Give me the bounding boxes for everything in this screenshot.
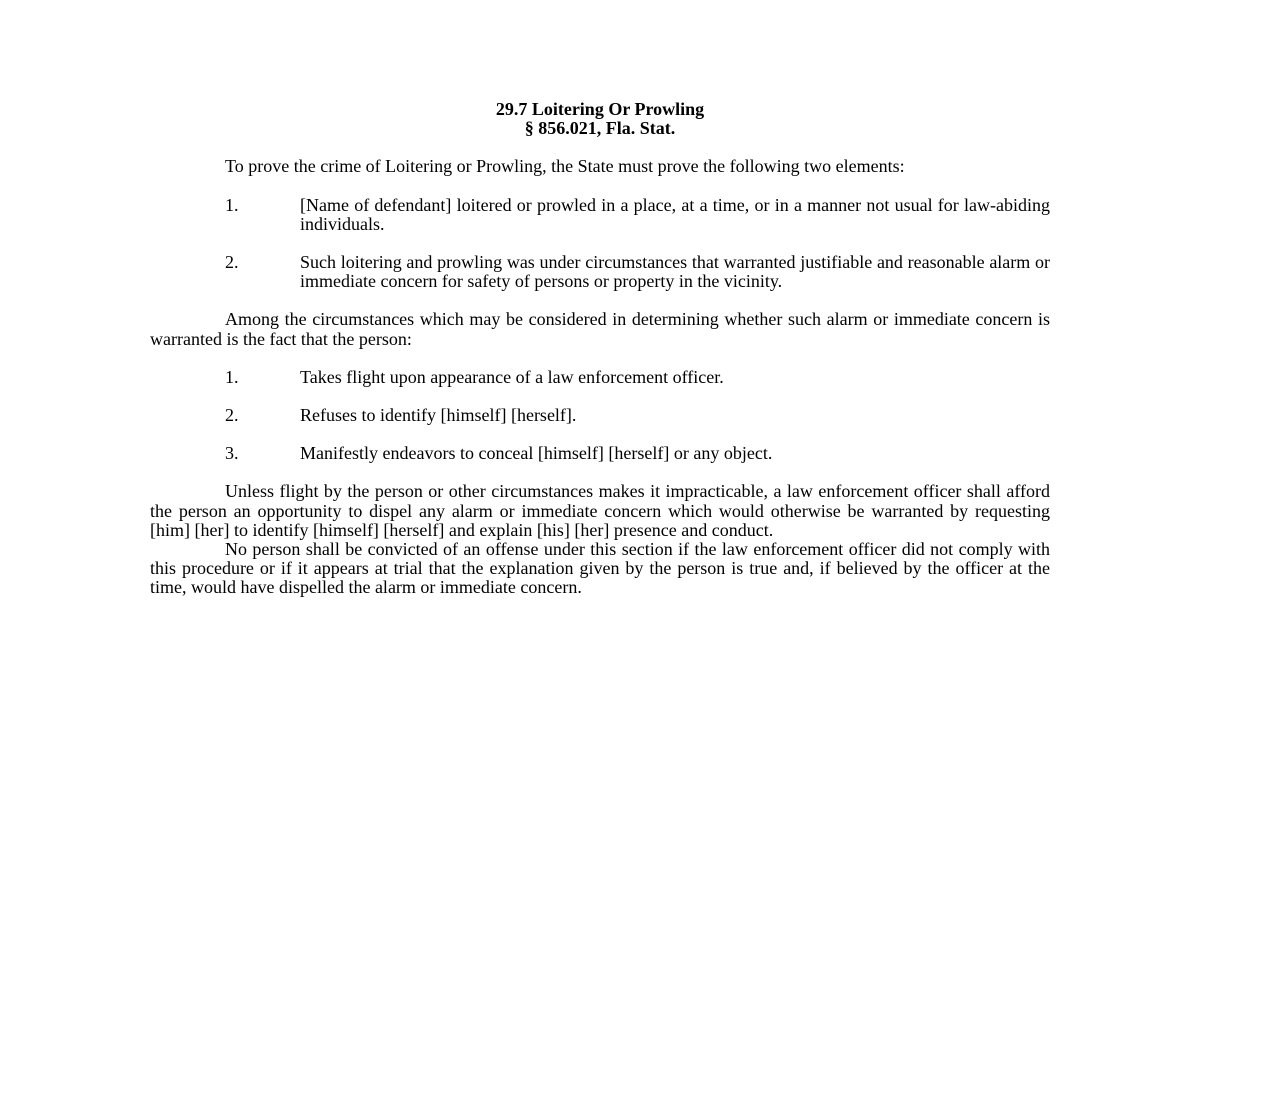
intro-paragraph: To prove the crime of Loitering or Prowling, the State must prove the following two elements: xyxy=(225,156,905,177)
list-item-text: Manifestly endeavors to conceal [himself] [herself] or any object. xyxy=(300,443,773,464)
list-item-text: Refuses to identify [himself] [herself]. xyxy=(300,405,577,426)
conviction-limitation-paragraph: No person shall be convicted of an offense under this section if the law enforcement officer did not comply with this procedure or if it appears at trial that the explanation given by the person is true and, if believed by the officer at the time, would have dispelled the alarm or immediate concern. xyxy=(150,539,1050,598)
list-item-number: 2. xyxy=(225,252,239,273)
officer-procedure-paragraph: Unless flight by the person or other circumstances makes it impracticable, a law enforcement officer shall afford the person an opportunity to dispel any alarm or immediate concern which would otherwise be warranted by requesting [him] [her] to identify [himself] [herself] and explain [his] [her] presence and conduct. xyxy=(150,481,1050,540)
document-statute-reference: § 856.021, Fla. Stat. xyxy=(524,118,676,139)
list-item-number: 1. xyxy=(225,194,239,215)
list-item xyxy=(150,196,1050,234)
elements-list xyxy=(150,196,1050,292)
document-page xyxy=(150,100,1050,598)
list-item xyxy=(150,253,1050,291)
list-item-text: Such loitering and prowling was under circumstances that warranted justifiable and reasonable alarm or immediate concern for safety of persons or property in the vicinity. xyxy=(300,252,1050,292)
circumstances-intro-paragraph: Among the circumstances which may be considered in determining whether such alarm or immediate concern is warranted is the fact that the person: xyxy=(150,309,1050,349)
list-item xyxy=(150,406,1050,425)
list-item-number: 3. xyxy=(225,443,239,464)
list-item-number: 2. xyxy=(225,405,239,426)
document-title: 29.7 Loitering Or Prowling xyxy=(495,99,705,119)
list-item-text: [Name of defendant] loitered or prowled in a place, at a time, or in a manner not usual for law-abiding individuals. xyxy=(300,194,1050,234)
list-item xyxy=(150,444,1050,463)
circumstances-list xyxy=(150,368,1050,464)
list-item xyxy=(150,368,1050,387)
list-item-number: 1. xyxy=(225,366,239,387)
list-item-text: Takes flight upon appearance of a law enforcement officer. xyxy=(300,366,724,387)
document-title-block xyxy=(150,100,1050,138)
